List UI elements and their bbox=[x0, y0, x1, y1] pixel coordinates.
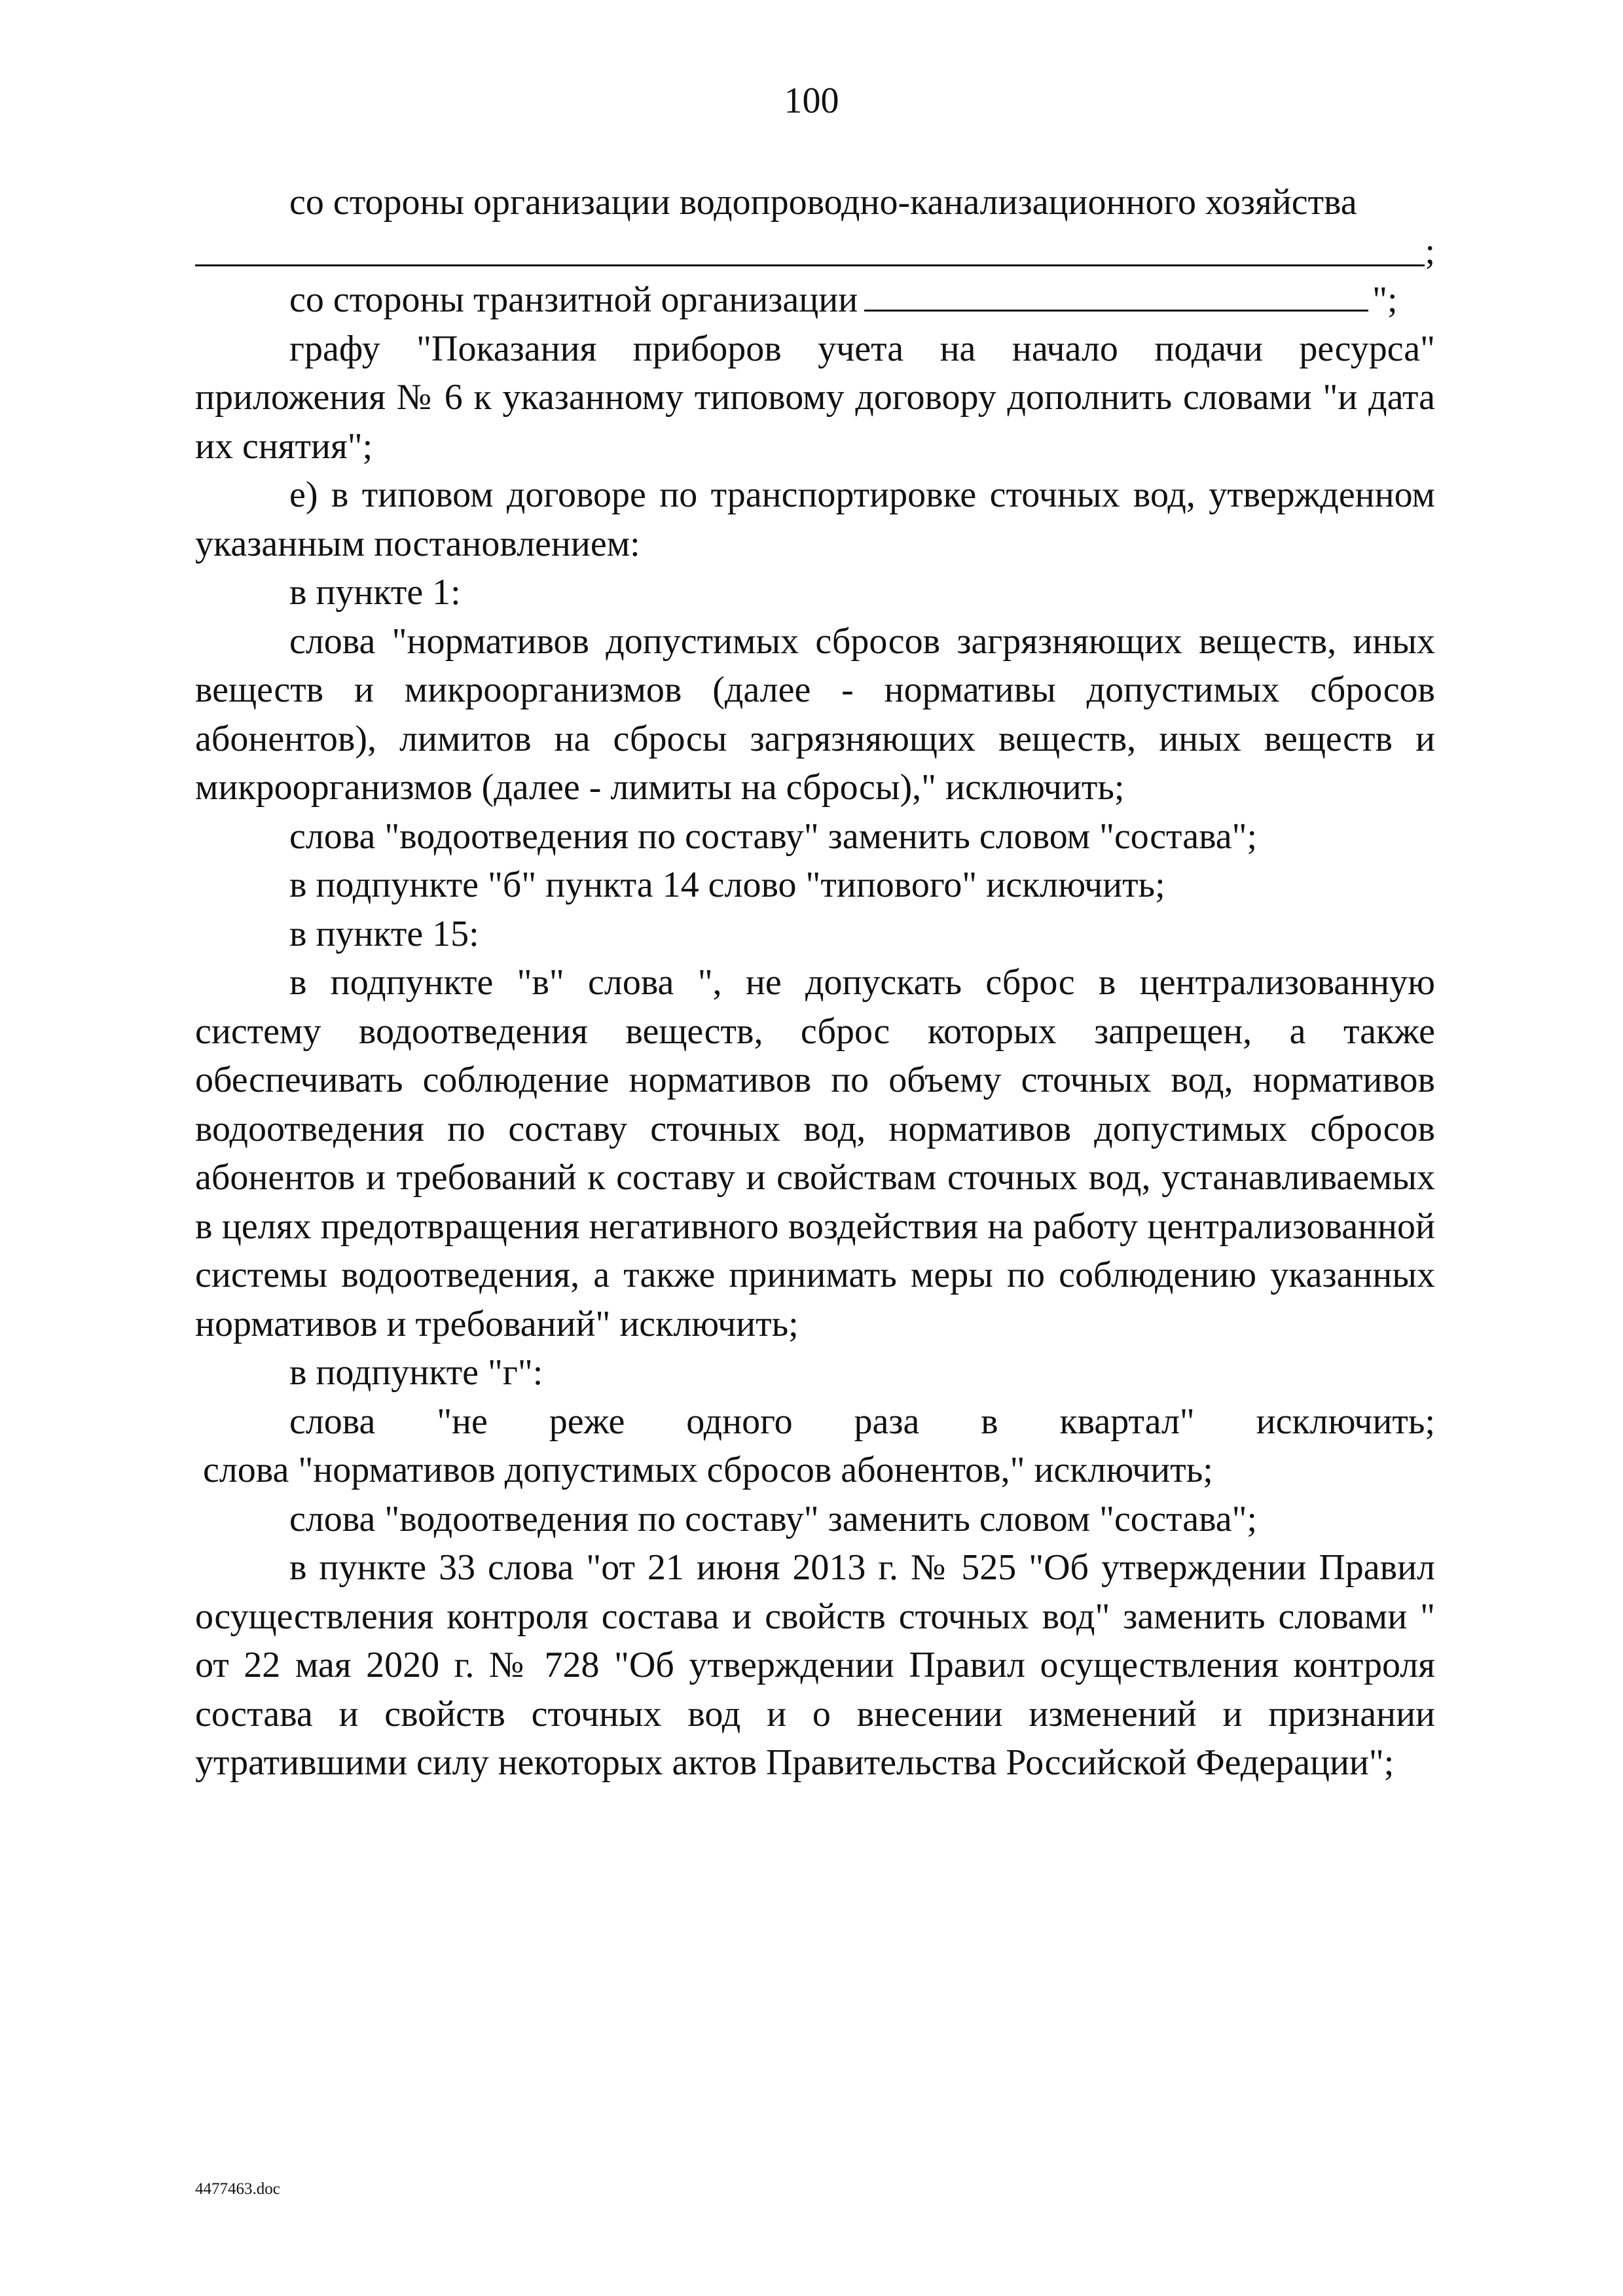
transit-org-terminator: "; bbox=[1372, 279, 1398, 320]
blank-terminator: ; bbox=[1425, 230, 1435, 272]
paragraph-meter-readings: графу "Показания приборов учета на начало подачи ресурса" приложения № 6 к указанному типовому договору дополнить словами "и дата их снятия"; bbox=[195, 328, 1435, 467]
paragraph-transit-org bbox=[195, 276, 1435, 325]
paragraph-subpoint-v: в подпункте "в" слова ", не допускать сброс в централизованную систему водоотведения веществ, сброс которых запрещен, а также обеспечивать соблюдение нормативов по объему сточных вод, нормативов водоотведения по составу сточных вод, нормативов допустимых сбросов абонентов и требований к составу и свойствам сточных вод, устанавливаемых в целях предотвращения негативного воздействия на работу централизованной системы водоотведения, а также принимать меры по соблюдению указанных нормативов и требований" исключить; bbox=[195, 962, 1435, 1344]
document-code: 4477463.doc bbox=[195, 2180, 280, 2198]
paragraph-point-33: в пункте 33 слова "от 21 июня 2013 г. № 525 "Об утверждении Правил осуществления контроля состава и свойств сточных вод" заменить словами " от 22 мая 2020 г. № 728 "Об утверждении Правил осуществления контроля состава и свойств сточных вод и о внесении изменений и признании утратившими силу некоторых актов Правительства Российской Федерации"; bbox=[195, 1547, 1435, 1783]
paragraph-quarterly: слова "не реже одного раза в квартал" исключить; bbox=[289, 1401, 1435, 1442]
blank-underline bbox=[195, 264, 1425, 266]
paragraph-point-15: в пункте 15: bbox=[289, 913, 479, 954]
paragraph-replace-composition-2: слова "водоотведения по составу" заменить словом "состава"; bbox=[289, 1498, 1258, 1539]
paragraph-replace-composition: слова "водоотведения по составу" заменить словом "состава"; bbox=[289, 816, 1258, 857]
fill-in-blank-line bbox=[195, 227, 1435, 276]
paragraph-point-14: в подпункте "б" пункта 14 слово "типового" исключить; bbox=[289, 865, 1165, 905]
paragraph-point-1: в пункте 1: bbox=[289, 572, 461, 613]
paragraph-discharge-norms: слова "нормативов допустимых сбросов загрязняющих веществ, иных веществ и микроорганизмов (далее - нормативы допустимых сбросов абонентов), лимитов на сбросы загрязняющих веществ, иных веществ и микроорганизмов (далее - лимиты на сбросы)," исключить; bbox=[195, 620, 1435, 808]
paragraph-item-e: е) в типовом договоре по транспортировке сточных вод, утвержденном указанным постановлением: bbox=[195, 475, 1435, 564]
page-number: 100 bbox=[784, 81, 839, 121]
transit-org-blank bbox=[864, 281, 1368, 312]
paragraph-wastewater-org: со стороны организации водопроводно-канализационного хозяйства bbox=[289, 182, 1357, 223]
paragraph-norms-excluded: слова "нормативов допустимых сбросов абонентов," исключить; bbox=[203, 1450, 1213, 1490]
transit-org-label: со стороны транзитной организации bbox=[289, 279, 858, 320]
document-body bbox=[195, 178, 1435, 1787]
paragraph-subpoint-g: в подпункте "г": bbox=[289, 1352, 543, 1393]
